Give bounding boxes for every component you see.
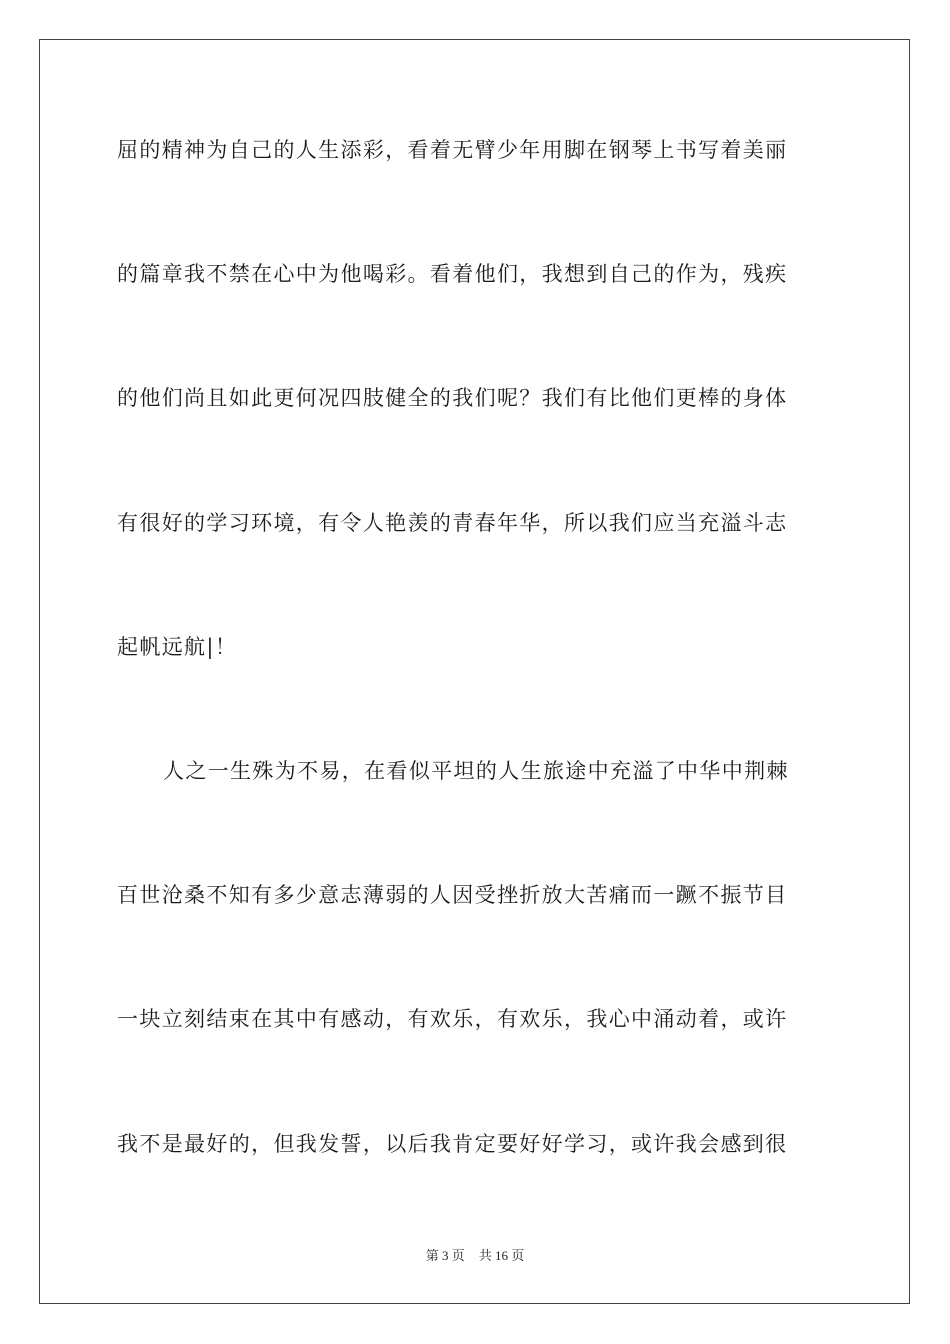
page-total: 共 16 页 [478,1248,525,1263]
paragraph-first-line: 人之一生殊为不易，在看似平坦的人生旅途中充溢了中华中荆棘 [163,759,789,783]
body-text-line: 一块立刻结束在其中有感动，有欢乐，有欢乐，我心中涌动着，或许 [117,1007,788,1031]
body-text-line: 百世沧桑不知有多少意志薄弱的人因受挫折放大苦痛而一蹶不振节目 [117,883,788,907]
body-text-line: 我不是最好的，但我发誓，以后我肯定要好好学习，或许我会感到很 [117,1132,788,1156]
page-number: 第 3 页 [425,1248,465,1263]
body-text-line: 的他们尚且如此更何况四肢健全的我们呢？我们有比他们更棒的身体 [117,386,788,410]
page-border [39,39,910,1304]
body-text-line: 屈的精神为自己的人生添彩，看着无臂少年用脚在钢琴上书写着美丽 [117,138,788,162]
body-text-line: 的篇章我不禁在心中为他喝彩。看着他们，我想到自己的作为，残疾 [117,262,788,286]
page-footer [0,1247,950,1265]
body-text-line: 起帆远航|！ [117,635,238,659]
body-text-line: 有很好的学习环境，有令人艳羡的青春年华，所以我们应当充溢斗志 [117,511,788,535]
